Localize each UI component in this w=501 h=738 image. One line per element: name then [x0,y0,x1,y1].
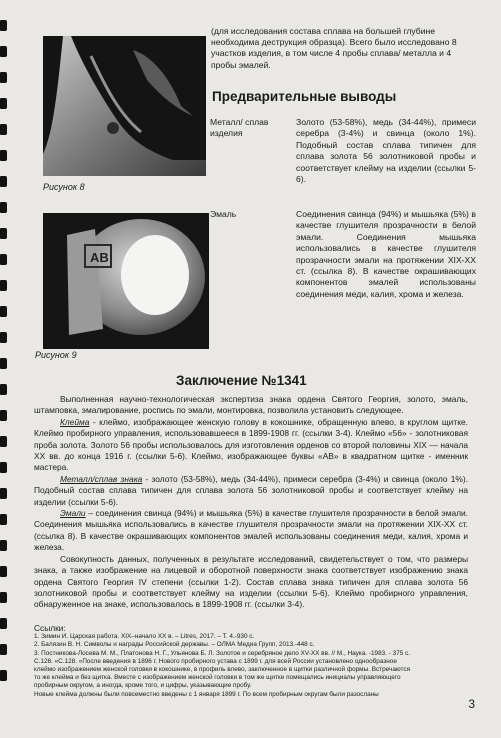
maker-stamp: AB [90,250,109,265]
term-description: - клеймо, изображающее женскую голову в кокошнике, обращенную влево, в круглом щитке. Клеймо пробирного управления, использовавшееся в 1899-1908 гг. (ссылки 3-4). Клеймо «56» - золотниковая проба золота. Золото 56 пробы использовалось для изготовления орденов со второй половины XIX — начала XX вв. до конца 1916 г. (ссылки 5-6). Клеймо, изображающее буквы «AB» в квадратном щитке - именник мастера. [34,416,468,473]
conclusion-paragraph [34,508,468,554]
reference-line: Новые клейма должны были повсеместно введены с 1 января 1899 г. По всем пробирным округам были разосланы [34,690,379,698]
references [34,624,470,699]
conclusion-paragraph: Выполненная научно-технологическая экспертиза знака ордена Святого Георгия, золото, эмаль, штамповка, эмалирование, роспись по эмали, монтировка, позволила установить следующее. [34,394,468,416]
finding-label: Металл/ сплав изделия [210,117,269,139]
term-emal: Эмали [60,508,86,519]
reference-line: клеймо изображением женской головки в кокошнике, в профиль влево, заключенное в щитки различной формы. Встречаются [34,666,411,674]
finding-row-metal [210,117,476,197]
term-metal: Металл/сплав знака [60,473,143,484]
finding-value: Соединения свинца (94%) и мышьяка (5%) в качестве глушителя прозрачности в белой эмали. Соединения мышьяка использовались в качестве глушителя прозрачности эмали на протяжении XIX-XX ст. (ссылка 8). В качестве окрашивающих компонентов эмалей использованы соединения меди, калия, хрома и железа. [296,209,476,299]
page-number: 3 [468,697,475,711]
term-description: - золото (53-58%), медь (34-44%), примеси серебра (3-4%) и свинца (около 1%). Подобный состав сплава типичен для сплава золота 56 золотниковой пробы и соответствует клейму на изделии (ссылки 5-6). [34,473,468,507]
conclusion-body [34,394,468,611]
term-description: – соединения свинца (94%) и мышьяка (5%) в качестве глушителя прозрачности в белой эмали. Соединения мышьяка использовались в качестве глушителя прозрачности эмали на протяжении XIX-XX ст. (ссылка 8). В качестве окрашивающих компонентов эмалей использованы соединения меди, калия, хрома и железа. [34,508,468,553]
conclusion-paragraph: Совокупность данных, полученных в результате исследований, свидетельствует о том, что размеры знака, а также изображение на лицевой и оборотной поверхности знака соответствует изображению знака ордена Святого Георгия IV степени (ссылки 1-2). Состав сплава знака типичен для сплава золота 56 золотниковой пробы и соответствует клейму на изделии (ссылки 5-6). Клеймо пробирного управления, обнаруженное на знаке, использовалось в 1899-1908 гг. (ссылки 3-4). [34,553,468,610]
figure-8-caption: Рисунок 8 [43,182,85,192]
reference-line: 1. Зимин И. Царская работа. XIX–начало XX в. – Litres, 2017. – Т. 4.-930 с. [34,633,255,641]
finding-row-enamel [210,209,476,334]
figure-8-photo [43,36,206,176]
reference-line: 2. Балязин В. Н. Символы и награды Российской державы. – ОЛМА Медиа Групп, 2013.-448 с. [34,641,315,649]
conclusion-heading: Заключение №1341 [176,373,307,388]
references-heading: Ссылки: [34,623,66,633]
reference-line: пробирным округом, а иногда, кроме того, и цифры, указывающие пробу. [34,682,252,690]
conclusion-paragraph [34,417,468,474]
finding-label: Эмаль [210,209,237,219]
reference-line: С.128. «С.128. «После введения в 1896 г. Нового пробирного устава с 1899 г. для всей России установлено однообразное [34,657,397,665]
intro-paragraph: (для исследования состава сплава на большей глубине необходима деструкция образца). Всего было исследовано 8 участков изделия, в том числе 4 пробы сплава/ металла и 4 пробы эмалей. [211,26,457,70]
finding-value: Золото (53-58%), медь (34-44%), примеси серебра (3-4%) и свинца (около 1%). Подобный состав сплава типичен для сплава золота 56 золотниковой пробы и соответствует клейму на изделии (ссылки 5-6). [296,117,476,185]
spiral-binding [0,20,10,720]
figure-9-caption: Рисунок 9 [35,350,77,360]
figure-9-photo [43,213,209,349]
term-klejma: Клейма [60,416,90,427]
reference-line: то же клейма и без щитка. Вместе с изображением женской головки в том же щитке помещались инициалы управляющего [34,674,401,682]
reference-line: 3. Постникова-Лосева М. М., Платонова Н. Г., Ульянова Б. Л. Золотое и серебряное дело XV-XX вв. // М., Наука. -1983. - 375 с. [34,649,411,657]
prelim-heading: Предварительные выводы [212,89,397,104]
conclusion-paragraph [34,474,468,508]
